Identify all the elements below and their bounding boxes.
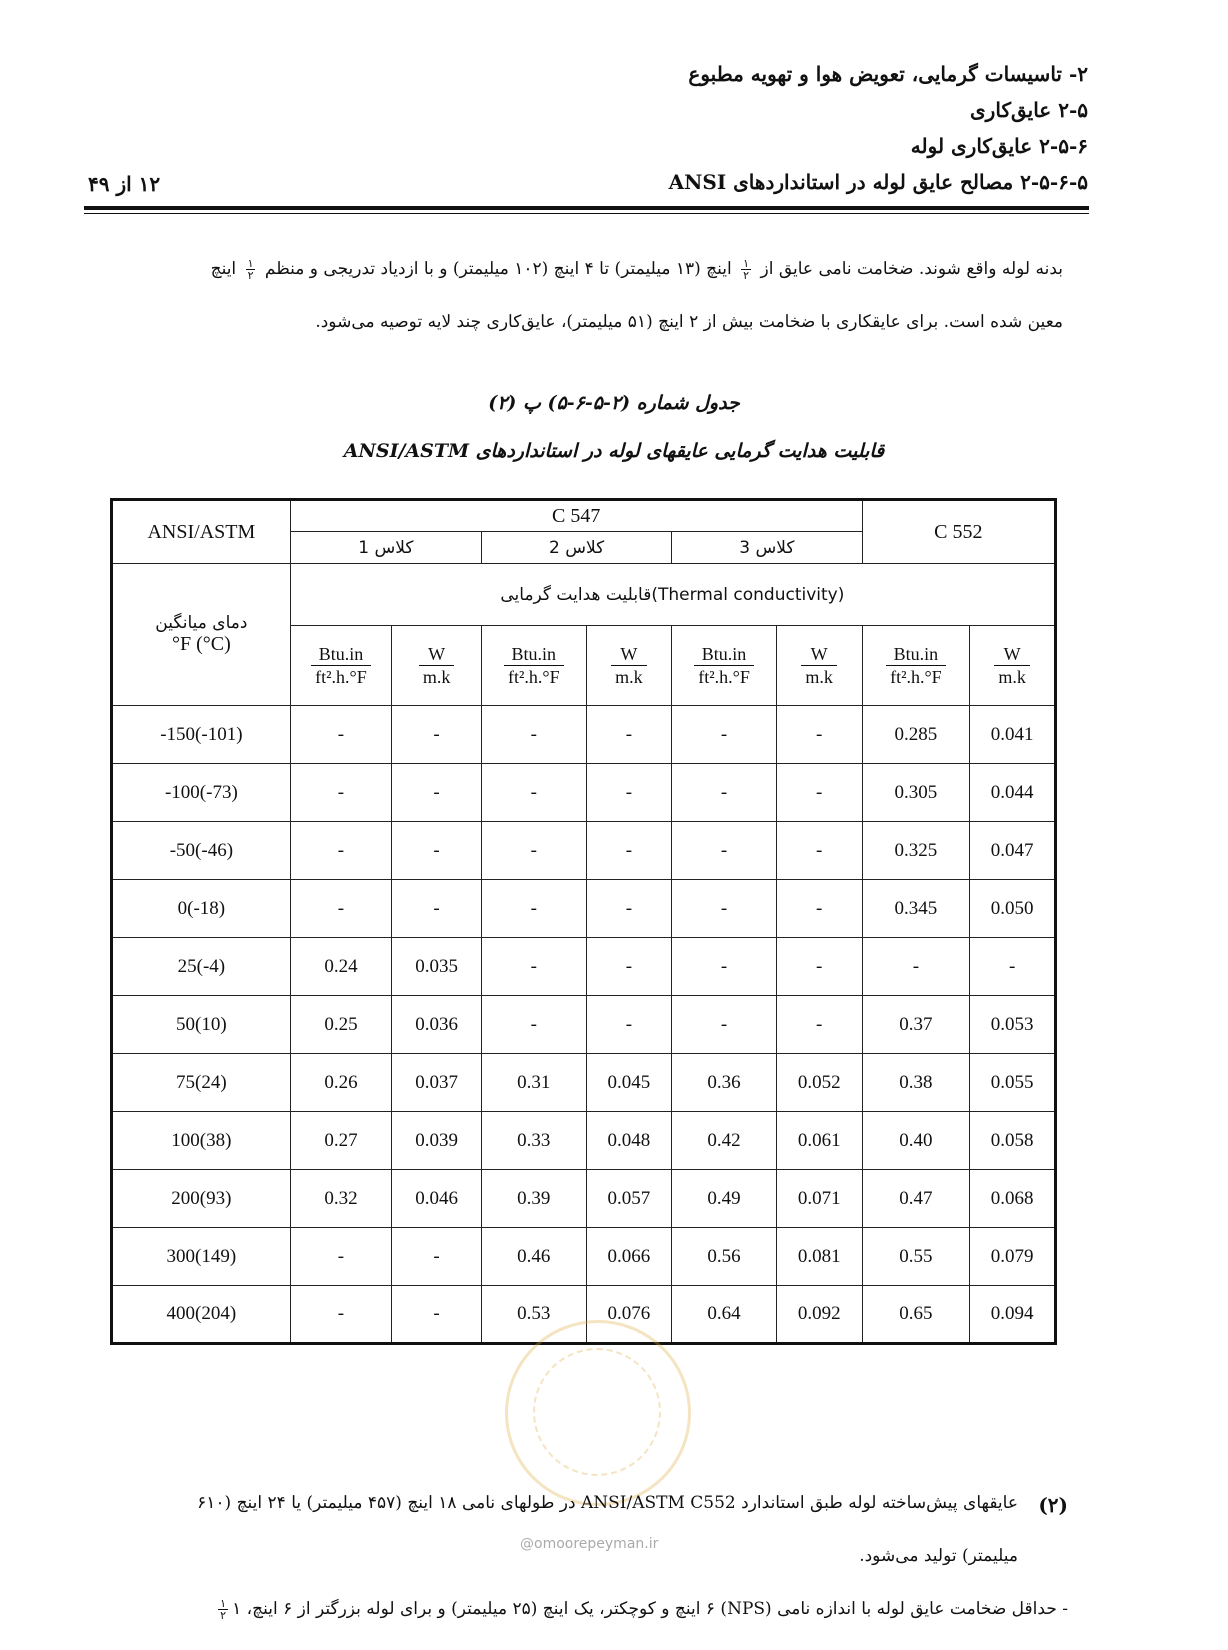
unit-si-header: $\frac{W}{m.k}$: [586, 626, 672, 706]
intro-text-a: بدنه لوله واقع شوند. ضخامت نامی عایق از: [760, 259, 1063, 279]
value-cell: -: [392, 1228, 482, 1286]
note-3-whole: ۱: [232, 1599, 242, 1619]
value-cell: 0.26: [290, 1054, 391, 1112]
intro-text-b: اینچ (۱۳ میلیمتر) تا ۴ اینچ (۱۰۲ میلیمتر) و با ازدیاد تدریجی و منظم: [264, 259, 732, 279]
value-cell: 0.041: [970, 706, 1056, 764]
table-row: [112, 1112, 1056, 1170]
value-cell: -: [482, 764, 587, 822]
value-cell: -: [672, 706, 777, 764]
value-cell: -: [776, 764, 862, 822]
temperature-cell: 75(24): [112, 1054, 291, 1112]
table-row: [112, 1170, 1056, 1228]
value-cell: 0.325: [862, 822, 970, 880]
unit-si-header: $\frac{W}{m.k}$: [970, 626, 1056, 706]
value-cell: -: [672, 880, 777, 938]
unit-imperial-header: $\frac{\text{Btu.in}}{\text{ft².h.°F}}$: [672, 626, 777, 706]
corner-header: ANSI/ASTM: [112, 500, 291, 564]
value-cell: 0.36: [672, 1054, 777, 1112]
value-cell: 0.40: [862, 1112, 970, 1170]
table-number: جدول شماره (۲-۵-۶-۵) پ (۲): [488, 392, 740, 414]
header-line-2: ۲-۵ عایق‌کاری: [970, 98, 1088, 122]
value-cell: -: [776, 938, 862, 996]
value-cell: 0.057: [586, 1170, 672, 1228]
value-cell: -: [776, 822, 862, 880]
value-cell: -: [586, 938, 672, 996]
value-cell: 0.076: [586, 1286, 672, 1344]
value-cell: 0.285: [862, 706, 970, 764]
value-cell: 0.49: [672, 1170, 777, 1228]
value-cell: 0.047: [970, 822, 1056, 880]
value-cell: -: [586, 822, 672, 880]
value-cell: 0.42: [672, 1112, 777, 1170]
c552-header: C 552: [862, 500, 1055, 564]
value-cell: 0.25: [290, 996, 391, 1054]
temperature-cell: 25(-4): [112, 938, 291, 996]
table-row: [112, 1228, 1056, 1286]
value-cell: 0.27: [290, 1112, 391, 1170]
value-cell: 0.037: [392, 1054, 482, 1112]
c547-header: C 547: [290, 500, 862, 532]
temperature-header: [112, 564, 291, 706]
temperature-cell: 400(204): [112, 1286, 291, 1344]
value-cell: -: [586, 706, 672, 764]
page-number: ۱۲ از ۴۹: [88, 172, 161, 196]
temperature-cell: -150(-101): [112, 706, 291, 764]
value-cell: 0.036: [392, 996, 482, 1054]
value-cell: 0.55: [862, 1228, 970, 1286]
value-cell: -: [392, 822, 482, 880]
thermal-conductivity-header: قابلیت هدایت گرمایی(Thermal conductivity): [290, 564, 1055, 626]
value-cell: -: [586, 996, 672, 1054]
watermark-seal: [505, 1320, 691, 1506]
temperature-unit: °F (°C): [171, 633, 231, 655]
table-row: [112, 706, 1056, 764]
value-cell: -: [862, 938, 970, 996]
value-cell: -: [290, 822, 391, 880]
value-cell: 0.081: [776, 1228, 862, 1286]
value-cell: 0.47: [862, 1170, 970, 1228]
value-cell: -: [290, 880, 391, 938]
temperature-cell: 50(10): [112, 996, 291, 1054]
temperature-cell: -100(-73): [112, 764, 291, 822]
value-cell: -: [776, 706, 862, 764]
value-cell: 0.53: [482, 1286, 587, 1344]
value-cell: -: [672, 938, 777, 996]
value-cell: -: [482, 938, 587, 996]
watermark-site: @omoorepeyman.ir: [520, 1536, 659, 1552]
value-cell: 0.035: [392, 938, 482, 996]
value-cell: -: [776, 880, 862, 938]
value-cell: -: [776, 996, 862, 1054]
value-cell: 0.061: [776, 1112, 862, 1170]
value-cell: -: [672, 822, 777, 880]
value-cell: 0.071: [776, 1170, 862, 1228]
value-cell: 0.058: [970, 1112, 1056, 1170]
intro-text-c: اینچ: [210, 259, 237, 279]
note-3-text: - حداقل ضخامت عایق لوله با اندازه نامی (NPS) ۶ اینچ و کوچکتر، یک اینچ (۲۵ میلیمتر) و برای لوله بزرگتر از ۶ اینچ،: [246, 1599, 1068, 1619]
table-title: قابلیت هدایت گرمایی عایقهای لوله در استانداردهای ANSI/ASTM: [343, 440, 885, 462]
class-1-header: کلاس 1: [290, 532, 481, 564]
value-cell: -: [392, 880, 482, 938]
half-fraction-2: $\frac{۱}{۲}$: [247, 257, 254, 282]
value-cell: -: [290, 1286, 391, 1344]
table-row: [112, 1054, 1056, 1112]
table-row: [112, 822, 1056, 880]
value-cell: 0.050: [970, 880, 1056, 938]
value-cell: 0.64: [672, 1286, 777, 1344]
class-2-header: کلاس 2: [482, 532, 672, 564]
value-cell: -: [482, 880, 587, 938]
header-rule-thick: [84, 206, 1089, 210]
temperature-label: دمای میانگین: [155, 613, 248, 633]
value-cell: 0.046: [392, 1170, 482, 1228]
table-row: [112, 938, 1056, 996]
value-cell: -: [672, 764, 777, 822]
value-cell: 0.053: [970, 996, 1056, 1054]
temperature-cell: 300(149): [112, 1228, 291, 1286]
temperature-cell: 200(93): [112, 1170, 291, 1228]
unit-imperial-header: $\frac{\text{Btu.in}}{\text{ft².h.°F}}$: [862, 626, 970, 706]
header-line-3: ۲-۵-۶ عایق‌کاری لوله: [910, 134, 1088, 158]
header-line-1: ۲- تاسیسات گرمایی، تعویض هوا و تهویه مطبوع: [688, 62, 1088, 86]
value-cell: -: [392, 1286, 482, 1344]
table-row: [112, 996, 1056, 1054]
table-row: [112, 880, 1056, 938]
intro-line-2: معین شده است. برای عایقکاری با ضخامت بیش از ۲ اینچ (۵۱ میلیمتر)، عایق‌کاری چند لایه توصیه می‌شود.: [315, 312, 1063, 332]
value-cell: 0.32: [290, 1170, 391, 1228]
header-line-4: ۲-۵-۶-۵ مصالح عایق لوله در استانداردهای ANSI: [668, 170, 1088, 194]
value-cell: -: [970, 938, 1056, 996]
value-cell: 0.56: [672, 1228, 777, 1286]
unit-imperial-header: $\frac{\text{Btu.in}}{\text{ft².h.°F}}$: [290, 626, 391, 706]
value-cell: 0.37: [862, 996, 970, 1054]
value-cell: 0.39: [482, 1170, 587, 1228]
note-2-line-1: عایقهای پیش‌ساخته لوله طبق استاندارد ANSI/ASTM C552 در طولهای نامی ۱۸ اینچ (۴۵۷ میلیمتر) یا ۲۴ اینچ (۶۱۰: [197, 1493, 1018, 1513]
value-cell: -: [392, 706, 482, 764]
value-cell: 0.33: [482, 1112, 587, 1170]
temperature-cell: 100(38): [112, 1112, 291, 1170]
value-cell: -: [482, 996, 587, 1054]
unit-si-header: $\frac{W}{m.k}$: [776, 626, 862, 706]
value-cell: 0.044: [970, 764, 1056, 822]
unit-si-header: $\frac{W}{m.k}$: [392, 626, 482, 706]
value-cell: 0.38: [862, 1054, 970, 1112]
value-cell: -: [586, 764, 672, 822]
value-cell: 0.079: [970, 1228, 1056, 1286]
value-cell: -: [482, 706, 587, 764]
value-cell: 0.345: [862, 880, 970, 938]
note-2-line-2: میلیمتر) تولید می‌شود.: [859, 1546, 1018, 1566]
value-cell: 0.039: [392, 1112, 482, 1170]
one-half-fraction: $\frac{۱}{۲}$: [220, 1597, 227, 1622]
value-cell: -: [290, 706, 391, 764]
value-cell: 0.068: [970, 1170, 1056, 1228]
value-cell: -: [392, 764, 482, 822]
value-cell: 0.094: [970, 1286, 1056, 1344]
value-cell: 0.305: [862, 764, 970, 822]
value-cell: -: [586, 880, 672, 938]
temperature-cell: 0(-18): [112, 880, 291, 938]
value-cell: 0.65: [862, 1286, 970, 1344]
intro-line-1: [211, 258, 1063, 281]
value-cell: -: [672, 996, 777, 1054]
value-cell: 0.066: [586, 1228, 672, 1286]
conductivity-table: [110, 498, 1057, 1345]
temperature-cell: -50(-46): [112, 822, 291, 880]
table-row: [112, 764, 1056, 822]
value-cell: 0.31: [482, 1054, 587, 1112]
value-cell: -: [290, 764, 391, 822]
header-rule-thin: [84, 213, 1089, 214]
unit-imperial-header: $\frac{\text{Btu.in}}{\text{ft².h.°F}}$: [482, 626, 587, 706]
value-cell: 0.24: [290, 938, 391, 996]
value-cell: 0.052: [776, 1054, 862, 1112]
value-cell: 0.048: [586, 1112, 672, 1170]
note-3-line: [214, 1598, 1068, 1621]
half-fraction: $\frac{۱}{۲}$: [743, 257, 750, 282]
value-cell: 0.46: [482, 1228, 587, 1286]
value-cell: 0.092: [776, 1286, 862, 1344]
value-cell: -: [482, 822, 587, 880]
value-cell: 0.055: [970, 1054, 1056, 1112]
value-cell: -: [290, 1228, 391, 1286]
note-marker: (۲): [1038, 1493, 1068, 1517]
class-3-header: کلاس 3: [672, 532, 862, 564]
value-cell: 0.045: [586, 1054, 672, 1112]
